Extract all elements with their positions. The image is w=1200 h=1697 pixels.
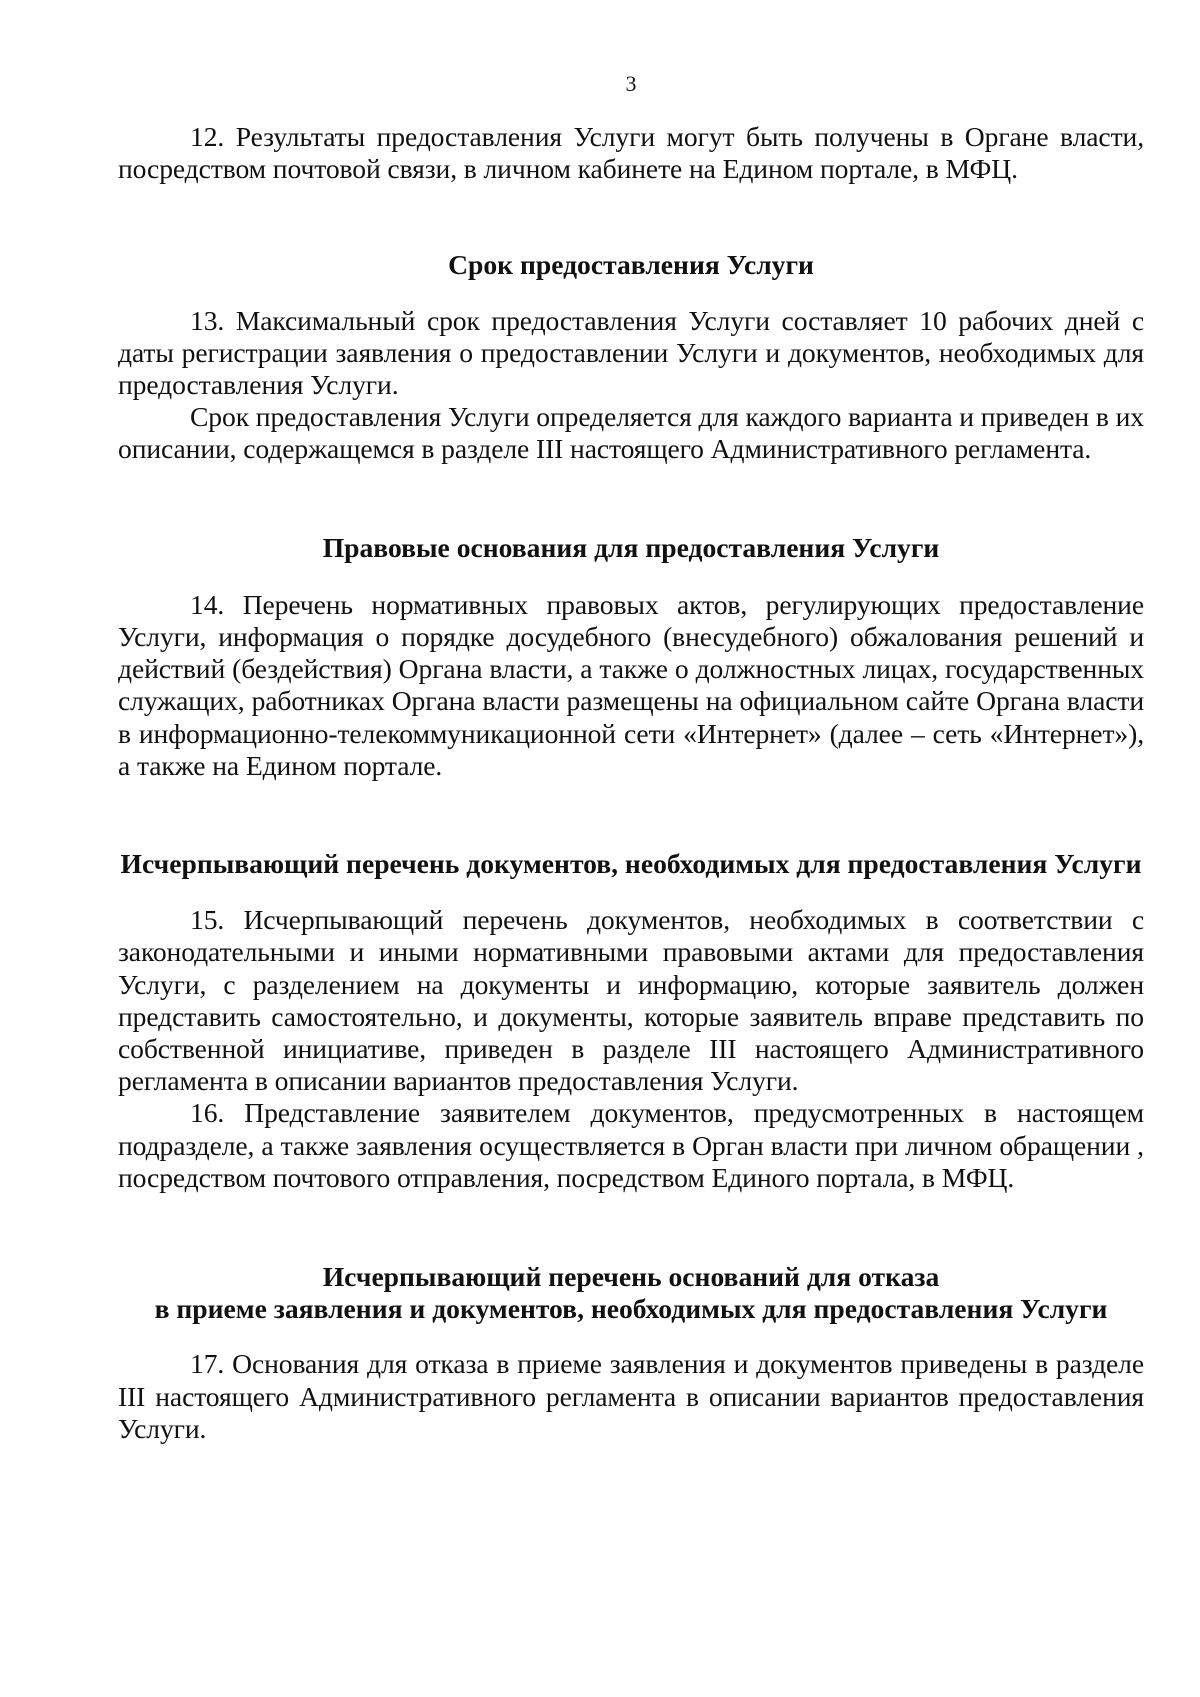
heading-service-term: Срок предоставления Услуги bbox=[448, 249, 814, 281]
paragraph-13-continued: Срок предоставления Услуги определяется для каждого варианта и приведен в их описании, содержащемся в разделе III настоящего Административного регламента. bbox=[118, 401, 1144, 465]
paragraph-17: 17. Основания для отказа в приеме заявления и документов приведены в разделе III настоящего Административного регламента в описании вариантов предоставления Услуги. bbox=[118, 1348, 1144, 1444]
heading-refusal-grounds bbox=[118, 1261, 1144, 1325]
heading-required-documents: Исчерпывающий перечень документов, необходимых для предоставления Услуги bbox=[120, 848, 1142, 880]
page-number: 3 bbox=[625, 71, 637, 96]
heading-refusal-line-1: Исчерпывающий перечень оснований для отказа bbox=[322, 1261, 940, 1293]
document-body bbox=[118, 121, 1144, 1445]
heading-refusal-line-2: в приеме заявления и документов, необходимых для предоставления Услуги bbox=[154, 1293, 1108, 1325]
heading-legal-grounds: Правовые основания для предоставления Услуги bbox=[322, 531, 940, 563]
paragraph-15: 15. Исчерпывающий перечень документов, необходимых в соответствии с законодательными и иными нормативными правовыми актами для предоставления Услуги, с разделением на документы и информацию, которые заявитель должен представить самостоятельно, и документы, которые заявитель вправе представить по собственной инициативе, приведен в разделе III настоящего Административного регламента в описании вариантов предоставления Услуги. bbox=[118, 904, 1144, 1097]
paragraph-12: 12. Результаты предоставления Услуги могут быть получены в Органе власти, посредством почтовой связи, в личном кабинете на Едином портале, в МФЦ. bbox=[118, 121, 1144, 185]
paragraph-14: 14. Перечень нормативных правовых актов, регулирующих предоставление Услуги, информация о порядке досудебного (внесудебного) обжалования решений и действий (бездействия) Органа власти, а также о должностных лицах, государственных служащих, работниках Органа власти размещены на официальном сайте Органа власти в информационно-телекоммуникационной сети «Интернет» (далее – сеть «Интернет»), а также на Едином портале. bbox=[118, 588, 1144, 781]
paragraph-13: 13. Максимальный срок предоставления Услуги составляет 10 рабочих дней с даты регистрации заявления о предоставлении Услуги и документов, необходимых для предоставления Услуги. bbox=[118, 304, 1144, 401]
paragraph-16: 16. Представление заявителем документов, предусмотренных в настоящем подразделе, а также заявления осуществляется в Орган власти при личном обращении , посредством почтового отправления, посредством Единого портала, в МФЦ. bbox=[118, 1097, 1144, 1193]
